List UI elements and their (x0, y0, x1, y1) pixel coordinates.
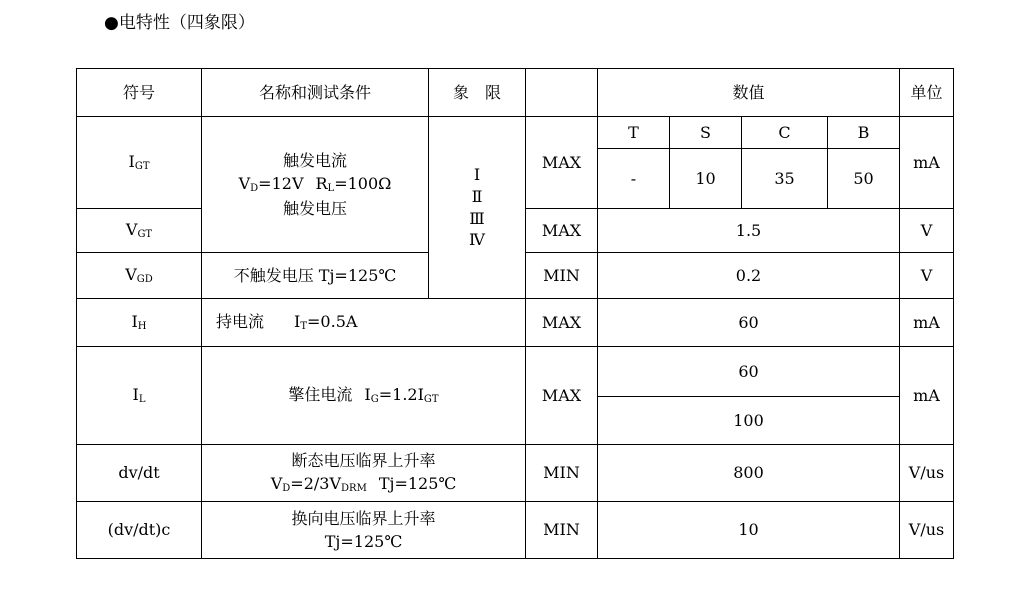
limit-dvdtc: MIN (526, 502, 598, 559)
table-row-dvdtc (77, 502, 954, 559)
name-dvdtc: 换向电压临界上升率 Tj=125℃ (202, 502, 526, 559)
value-igt-c: 35 (742, 149, 828, 209)
unit-dvdt: V/us (900, 445, 954, 502)
symbol-vgd: $V_{GD}$ (77, 253, 202, 299)
name-dvdt: 断态电压临界上升率 $V_D=2/3V_{DRM}$ Tj=125℃ (202, 445, 526, 502)
grade-c: C (742, 117, 828, 149)
header-symbol: 符号 (77, 69, 202, 117)
limit-dvdt: MIN (526, 445, 598, 502)
header-name: 名称和测试条件 (202, 69, 429, 117)
table-row-ih (77, 299, 954, 347)
symbol-il: $I_L$ (77, 347, 202, 445)
value-vgt: 1.5 (598, 209, 900, 253)
table-row-igt (77, 117, 954, 149)
name-trigger-current: 触发电流 (282, 151, 347, 171)
header-quadrant: 象 限 (429, 69, 526, 117)
value-dvdtc: 10 (598, 502, 900, 559)
quadrant-3: Ⅲ (469, 208, 485, 228)
name-vgd: 不触发电压 Tj=125℃ (202, 253, 429, 299)
quadrant-4: Ⅳ (469, 230, 485, 250)
header-row (77, 69, 954, 117)
limit-vgd: MIN (526, 253, 598, 299)
quadrant-1: Ⅰ (473, 165, 481, 185)
name-il: 擎住电流 $I_G=1.2I_{GT}$ (202, 347, 526, 445)
grade-s: S (670, 117, 742, 149)
name-trigger-voltage: 触发电压 (282, 198, 347, 218)
value-igt-s: 10 (670, 149, 742, 209)
limit-il: MAX (526, 347, 598, 445)
cond-igt: $V_D=12V$ $R_L=100\Omega$ (238, 174, 392, 195)
header-value: 数值 (598, 69, 900, 117)
unit-vgd: V (900, 253, 954, 299)
symbol-dvdtc: (dv/dt)c (77, 502, 202, 559)
limit-ih: MAX (526, 299, 598, 347)
unit-il: mA (900, 347, 954, 445)
header-unit: 单位 (900, 69, 954, 117)
value-igt-b: 50 (828, 149, 900, 209)
bullet-icon: ● (104, 13, 119, 33)
symbol-vgt: $V_{GT}$ (77, 209, 202, 253)
unit-dvdtc: V/us (900, 502, 954, 559)
heading-text: 电特性（四象限） (118, 13, 255, 33)
symbol-ih: $I_H$ (77, 299, 202, 347)
table-row-dvdt (77, 445, 954, 502)
value-vgd: 0.2 (598, 253, 900, 299)
unit-igt: mA (900, 117, 954, 209)
symbol-igt: $I_{GT}$ (77, 117, 202, 209)
value-il-2: 100 (598, 397, 900, 445)
unit-vgt: V (900, 209, 954, 253)
section-heading (104, 8, 255, 33)
unit-ih: mA (900, 299, 954, 347)
limit-vgt: MAX (526, 209, 598, 253)
quadrant-list (429, 117, 526, 299)
value-dvdt: 800 (598, 445, 900, 502)
name-ih: 持电流 $I_T=0.5A$ (202, 299, 526, 347)
electrical-characteristics-table (76, 68, 954, 559)
quadrant-2: Ⅱ (471, 186, 483, 206)
limit-igt: MAX (526, 117, 598, 209)
value-il-1: 60 (598, 347, 900, 397)
header-limit (526, 69, 598, 117)
table-row-il (77, 347, 954, 397)
name-igt-vgt (202, 117, 429, 253)
grade-t: T (598, 117, 670, 149)
value-ih: 60 (598, 299, 900, 347)
value-igt-t: - (598, 149, 670, 209)
symbol-dvdt: dv/dt (77, 445, 202, 502)
grade-b: B (828, 117, 900, 149)
